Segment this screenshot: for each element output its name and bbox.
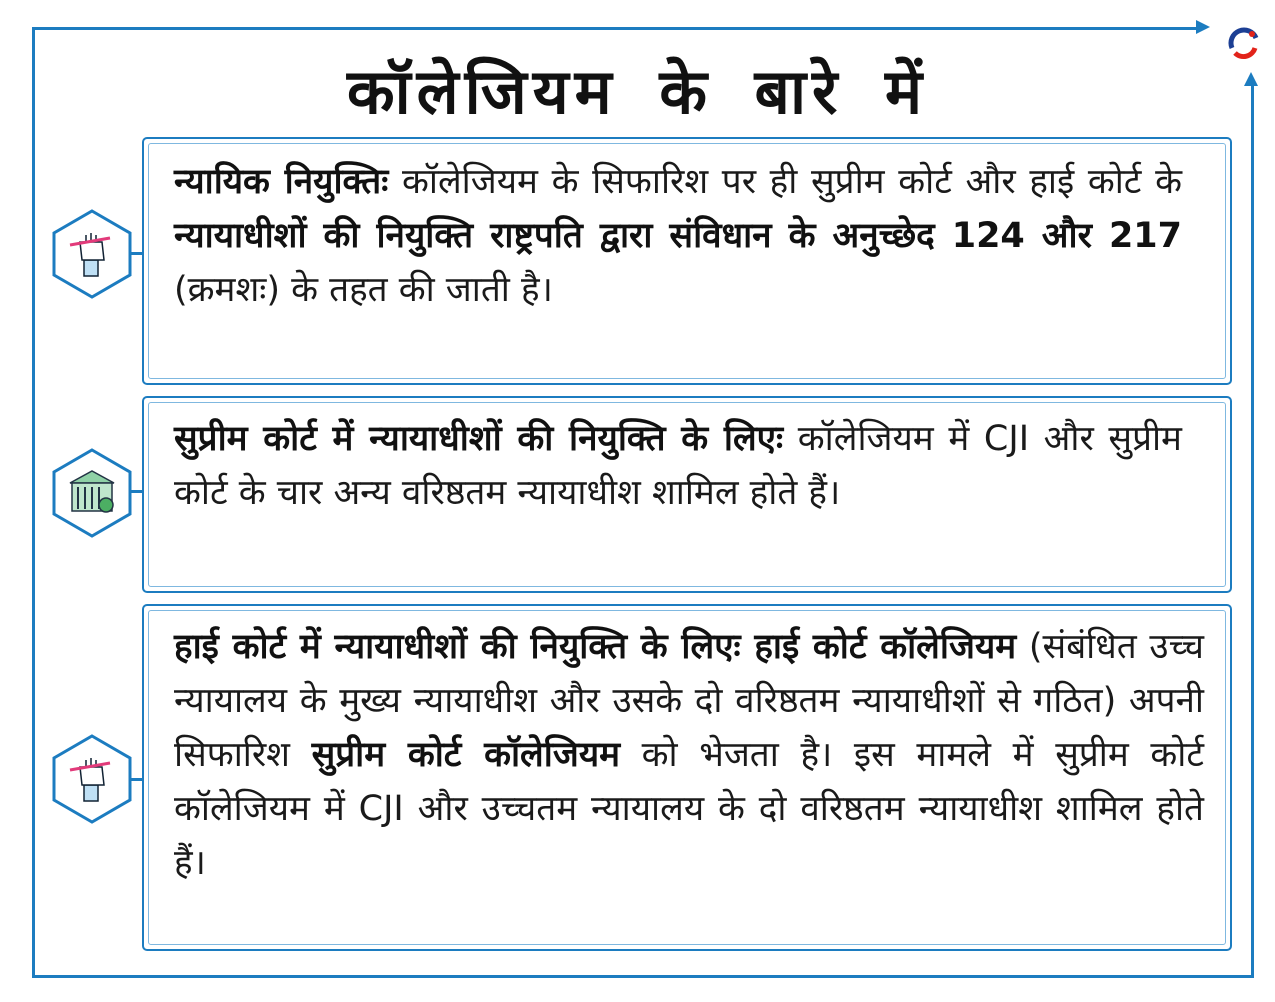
box-text xyxy=(174,620,1204,890)
box-body-text: को भेजता है। इस मामले में सुप्रीम कोर्ट कॉलेजियम में CJI और उच्चतम न्यायालय के दो वरिष्ठतम न्यायाधीश शामिल होते हैं। xyxy=(174,735,1204,883)
box-bold-text: सुप्रीम कोर्ट कॉलेजियम xyxy=(311,735,621,775)
arrow-right-icon xyxy=(1196,20,1210,34)
box-text xyxy=(174,155,1182,317)
box-bold-text: न्यायाधीशों की नियुक्ति राष्ट्रपति द्वारा संविधान के अनुच्छेद 124 और 217 xyxy=(174,216,1182,256)
box-body-text: कॉलेजियम के सिफारिश पर ही सुप्रीम कोर्ट और हाई कोर्ट के xyxy=(402,162,1182,202)
box-body-text: कॉलेजियम में CJI और सुप्रीम कोर्ट के चार अन्य वरिष्ठतम न्यायाधीश शामिल होते हैं। xyxy=(174,419,1182,513)
hand-pen-icon xyxy=(50,733,134,825)
box-text xyxy=(174,412,1182,520)
box-heading: सुप्रीम कोर्ट में न्यायाधीशों की नियुक्ति के लिएः xyxy=(174,419,784,459)
info-box-judicial-appointment xyxy=(142,137,1232,385)
box-body-text: (संबंधित उच्च न्यायालय के मुख्य न्यायाधीश और उसके दो वरिष्ठतम न्यायाधीशों से गठित) अपनी सिफारिश xyxy=(174,627,1204,775)
info-box-supreme-court xyxy=(142,396,1232,593)
box-heading: न्यायिक नियुक्तिः xyxy=(174,162,389,202)
info-box-high-court xyxy=(142,604,1232,951)
court-building-icon xyxy=(50,447,134,539)
box-heading: हाई कोर्ट में न्यायाधीशों की नियुक्ति के लिएः हाई कोर्ट कॉलेजियम xyxy=(174,627,1017,667)
box-body-text: (क्रमशः) के तहत की जाती है। xyxy=(174,270,553,310)
page-title: कॉलेजियम के बारे में xyxy=(346,55,929,128)
hand-pen-icon xyxy=(50,208,134,300)
